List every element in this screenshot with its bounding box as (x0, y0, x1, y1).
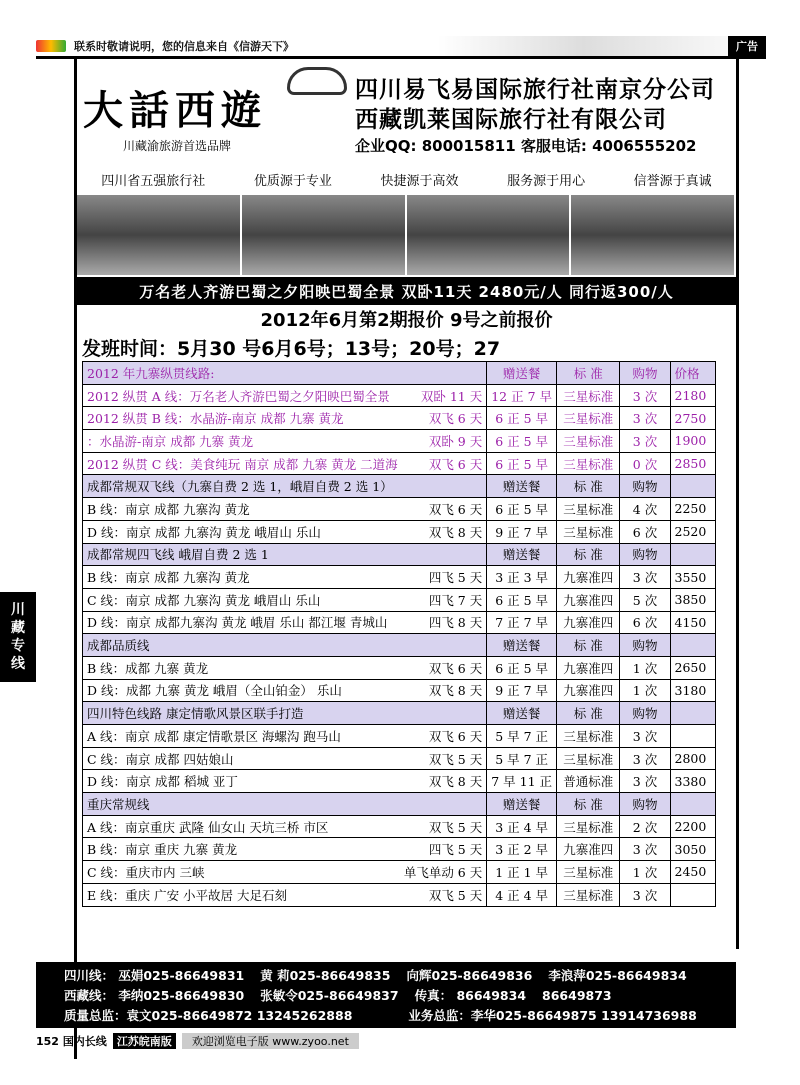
table-row (83, 793, 716, 816)
table-row (83, 475, 716, 498)
cell-shop: 0 次 (620, 452, 670, 475)
cell-shop: 购物 (620, 634, 670, 657)
table-row (83, 679, 716, 702)
table-row (83, 656, 716, 679)
cell-shop: 1 次 (620, 679, 670, 702)
table-row (83, 407, 716, 430)
cell-meal: 3 正 4 早 (487, 815, 557, 838)
cell-price (670, 793, 715, 816)
cell-meal: 7 早 11 正 (487, 770, 557, 793)
cell-std: 三星标准 (557, 725, 620, 748)
cell-route: B 线：南京 成都 九寨沟 黄龙 四飞 5 天 (83, 566, 487, 589)
table-row (83, 770, 716, 793)
cell-price (670, 634, 715, 657)
table-row (83, 702, 716, 725)
cell-price: 3380 (670, 770, 715, 793)
cell-std: 三星标准 (557, 520, 620, 543)
cell-meal: 7 正 7 早 (487, 611, 557, 634)
cell-std: 九寨准四 (557, 566, 620, 589)
cell-shop: 3 次 (620, 725, 670, 748)
brand-name: 大話西遊 (83, 87, 267, 134)
cell-price: 4150 (670, 611, 715, 634)
cell-meal: 9 正 7 早 (487, 679, 557, 702)
cell-std: 三星标准 (557, 407, 620, 430)
cell-price (670, 543, 715, 566)
promo-banner (77, 277, 736, 305)
cell-meal: 6 正 5 早 (487, 452, 557, 475)
table-row (83, 452, 716, 475)
cell-meal: 3 正 3 早 (487, 566, 557, 589)
table-row (83, 543, 716, 566)
cell-route: C 线：南京 成都 四姑娘山 双飞 5 天 (83, 747, 487, 770)
cell-std: 三星标准 (557, 883, 620, 906)
cell-meal: 6 正 5 早 (487, 588, 557, 611)
cell-std: 三星标准 (557, 815, 620, 838)
contact-row: 四川线： 巫娟025-86649831 黄 莉025-86649835 向辉025-86649836 李浪萍025-86649834 (64, 968, 687, 983)
scenery-photo (77, 195, 240, 275)
table-row (83, 815, 716, 838)
cell-meal: 1 正 1 早 (487, 861, 557, 884)
cell-shop: 购物 (620, 475, 670, 498)
cell-price (670, 475, 715, 498)
cell-std: 三星标准 (557, 861, 620, 884)
table-row (83, 362, 716, 385)
cell-meal: 6 正 5 早 (487, 407, 557, 430)
cell-shop: 1 次 (620, 861, 670, 884)
cell-route: 四川特色线路 康定情歌风景区联手打造 (83, 702, 487, 725)
cell-std: 三星标准 (557, 498, 620, 521)
brand-subtitle: 川藏渝旅游首选品牌 (123, 139, 232, 153)
cell-shop: 3 次 (620, 883, 670, 906)
cell-route: A 线：南京 成都 康定情歌景区 海螺沟 跑马山 双飞 6 天 (83, 725, 487, 748)
cell-std: 九寨准四 (557, 588, 620, 611)
cell-meal: 赠送餐 (487, 475, 557, 498)
cell-meal: 赠送餐 (487, 702, 557, 725)
cell-route: B 线：南京 成都 九寨沟 黄龙 双飞 6 天 (83, 498, 487, 521)
cell-std: 三星标准 (557, 430, 620, 453)
table-row (83, 747, 716, 770)
page-section: 国内长线 (62, 1035, 107, 1048)
cell-shop: 3 次 (620, 384, 670, 407)
magazine-logo (36, 40, 66, 52)
cell-meal: 9 正 7 早 (487, 520, 557, 543)
company-contact: 企业QQ: 800015811 客服电话: 4006555202 (355, 137, 697, 155)
company-name-2: 西藏凯莱国际旅行社有限公司 (355, 107, 667, 133)
cell-std: 标 准 (557, 634, 620, 657)
cell-std: 标 准 (557, 543, 620, 566)
edition-label: 江苏皖南版 (113, 1033, 176, 1049)
cloud-icon (287, 67, 347, 95)
table-row (83, 566, 716, 589)
cell-shop: 购物 (620, 793, 670, 816)
cell-route: C 线：南京 成都 九寨沟 黄龙 峨眉山 乐山 四飞 7 天 (83, 588, 487, 611)
cell-std: 三星标准 (557, 384, 620, 407)
cell-price: 2850 (670, 452, 715, 475)
cell-meal: 5 早 7 正 (487, 747, 557, 770)
cell-route: D 线：南京 成都九寨沟 黄龙 峨眉 乐山 都江堰 青城山 四飞 8 天 (83, 611, 487, 634)
cell-price (670, 702, 715, 725)
scenery-photo (242, 195, 405, 275)
cell-route: 成都品质线 (83, 634, 487, 657)
cell-std: 标 准 (557, 793, 620, 816)
cell-std: 九寨准四 (557, 838, 620, 861)
cell-route: A 线：南京重庆 武隆 仙女山 天坑三桥 市区 双飞 5 天 (83, 815, 487, 838)
cell-price: 2650 (670, 656, 715, 679)
table-row (83, 634, 716, 657)
contact-footer (36, 962, 736, 1028)
cell-route: E 线：重庆 广安 小平故居 大足石刻 双飞 5 天 (83, 883, 487, 906)
right-border (736, 59, 739, 949)
cell-meal: 赠送餐 (487, 362, 557, 385)
slogan: 优质源于专业 (253, 174, 332, 189)
cell-route: C 线：重庆市内 三峡 单飞单动 6 天 (83, 861, 487, 884)
cell-route: B 线：南京 重庆 九寨 黄龙 四飞 5 天 (83, 838, 487, 861)
scenery-photo (407, 195, 570, 275)
table-row (83, 611, 716, 634)
cell-shop: 4 次 (620, 498, 670, 521)
cell-shop: 3 次 (620, 747, 670, 770)
contact-row: 质量总监：袁文025-86649872 13245262888 业务总监：李华025-86649875 13914736988 (64, 1008, 697, 1023)
cell-meal: 6 正 5 早 (487, 656, 557, 679)
cell-meal: 赠送餐 (487, 793, 557, 816)
cell-meal: 5 早 7 正 (487, 725, 557, 748)
slogan-row (77, 170, 736, 192)
cell-route: 2012 年九寨纵贯线路: (83, 362, 487, 385)
slogan: 信誉源于真诚 (633, 174, 712, 189)
cell-price (670, 883, 715, 906)
cell-std: 三星标准 (557, 747, 620, 770)
cell-std: 九寨准四 (557, 611, 620, 634)
table-row (83, 725, 716, 748)
source-notice: 联系时敬请说明，您的信息来自《信游天下》 (74, 40, 294, 53)
cell-shop: 3 次 (620, 566, 670, 589)
price-title: 2012年6月第2期报价 9号之前报价 (260, 310, 553, 331)
cell-price: 3850 (670, 588, 715, 611)
cell-price: 2450 (670, 861, 715, 884)
cell-route: D 线：南京 成都 九寨沟 黄龙 峨眉山 乐山 双飞 8 天 (83, 520, 487, 543)
cell-route: D 线：成都 九寨 黄龙 峨眉（全山铂金） 乐山 双飞 8 天 (83, 679, 487, 702)
cell-price: 3550 (670, 566, 715, 589)
cell-shop: 3 次 (620, 407, 670, 430)
cell-shop: 2 次 (620, 815, 670, 838)
cell-route: ：水晶游-南京 成都 九寨 黄龙 双卧 9 天 (83, 430, 487, 453)
departure-schedule: 发班时间：5月30 号6月6号；13号；20号；27 (82, 338, 501, 360)
price-table (82, 361, 716, 907)
cell-shop: 1 次 (620, 656, 670, 679)
cell-shop: 6 次 (620, 611, 670, 634)
scenery-photo (571, 195, 734, 275)
cell-shop: 3 次 (620, 430, 670, 453)
website-link[interactable]: 欢迎浏览电子版 www.zyoo.net (182, 1033, 359, 1049)
cell-route: 2012 纵贯 A 线：万名老人齐游巴蜀之夕阳映巴蜀全景 双卧 11 天 (83, 384, 487, 407)
table-row (83, 838, 716, 861)
cell-shop: 6 次 (620, 520, 670, 543)
cell-meal: 6 正 5 早 (487, 498, 557, 521)
cell-route: 2012 纵贯 B 线：水晶游-南京 成都 九寨 黄龙 双飞 6 天 (83, 407, 487, 430)
slogan: 服务源于用心 (507, 174, 586, 189)
table-row (83, 384, 716, 407)
cell-price: 2520 (670, 520, 715, 543)
slogan: 四川省五强旅行社 (101, 174, 206, 189)
cell-shop: 购物 (620, 702, 670, 725)
cell-price: 价格 (670, 362, 715, 385)
cell-price: 2180 (670, 384, 715, 407)
cell-price: 3050 (670, 838, 715, 861)
cell-price: 3180 (670, 679, 715, 702)
cell-route: 重庆常规线 (83, 793, 487, 816)
slogan: 快捷源于高效 (380, 174, 459, 189)
cell-std: 三星标准 (557, 452, 620, 475)
photo-strip (77, 195, 736, 275)
cell-route: D 线：南京 成都 稻城 亚丁 双飞 8 天 (83, 770, 487, 793)
contact-row: 西藏线： 李纳025-86649830 张敏令025-86649837 传真： 86649834 86649873 (64, 988, 612, 1003)
cell-meal: 赠送餐 (487, 543, 557, 566)
page-number: 152 (36, 1034, 59, 1048)
cell-shop: 购物 (620, 543, 670, 566)
table-row (83, 520, 716, 543)
cell-price: 2250 (670, 498, 715, 521)
cell-price: 2200 (670, 815, 715, 838)
cell-std: 九寨准四 (557, 656, 620, 679)
cell-shop: 3 次 (620, 838, 670, 861)
cell-shop: 5 次 (620, 588, 670, 611)
cell-std: 标 准 (557, 475, 620, 498)
cell-std: 九寨准四 (557, 679, 620, 702)
header (77, 59, 736, 163)
cell-std: 标 准 (557, 702, 620, 725)
cell-meal: 3 正 2 早 (487, 838, 557, 861)
cell-route: 成都常规双飞线（九寨自费 2 选 1，峨眉自费 2 选 1） (83, 475, 487, 498)
top-bar (36, 36, 766, 56)
table-row (83, 430, 716, 453)
cell-meal: 12 正 7 早 (487, 384, 557, 407)
cell-route: B 线：成都 九寨 黄龙 双飞 6 天 (83, 656, 487, 679)
cell-meal: 4 正 4 早 (487, 883, 557, 906)
cell-shop: 购物 (620, 362, 670, 385)
table-row (83, 883, 716, 906)
cell-shop: 3 次 (620, 770, 670, 793)
cell-route: 2012 纵贯 C 线：美食纯玩 南京 成都 九寨 黄龙 二道海 双飞 6 天 (83, 452, 487, 475)
page-footer (36, 1032, 396, 1050)
cell-std: 普通标准 (557, 770, 620, 793)
cell-price: 1900 (670, 430, 715, 453)
company-name-1: 四川易飞易国际旅行社南京分公司 (355, 77, 715, 103)
cell-price: 2750 (670, 407, 715, 430)
cell-std: 标 准 (557, 362, 620, 385)
cell-price (670, 725, 715, 748)
ad-tag: 广告 (728, 36, 766, 56)
cell-price: 2800 (670, 747, 715, 770)
cell-meal: 赠送餐 (487, 634, 557, 657)
cell-meal: 6 正 5 早 (487, 430, 557, 453)
cell-route: 成都常规四飞线 峨眉自费 2 选 1 (83, 543, 487, 566)
table-row (83, 588, 716, 611)
promo-text: 万名老人齐游巴蜀之夕阳映巴蜀全景 双卧11天 2480元/人 同行返300/人 (139, 282, 674, 301)
table-row (83, 498, 716, 521)
table-row (83, 861, 716, 884)
section-label: 川 藏 专 线 (0, 592, 36, 682)
